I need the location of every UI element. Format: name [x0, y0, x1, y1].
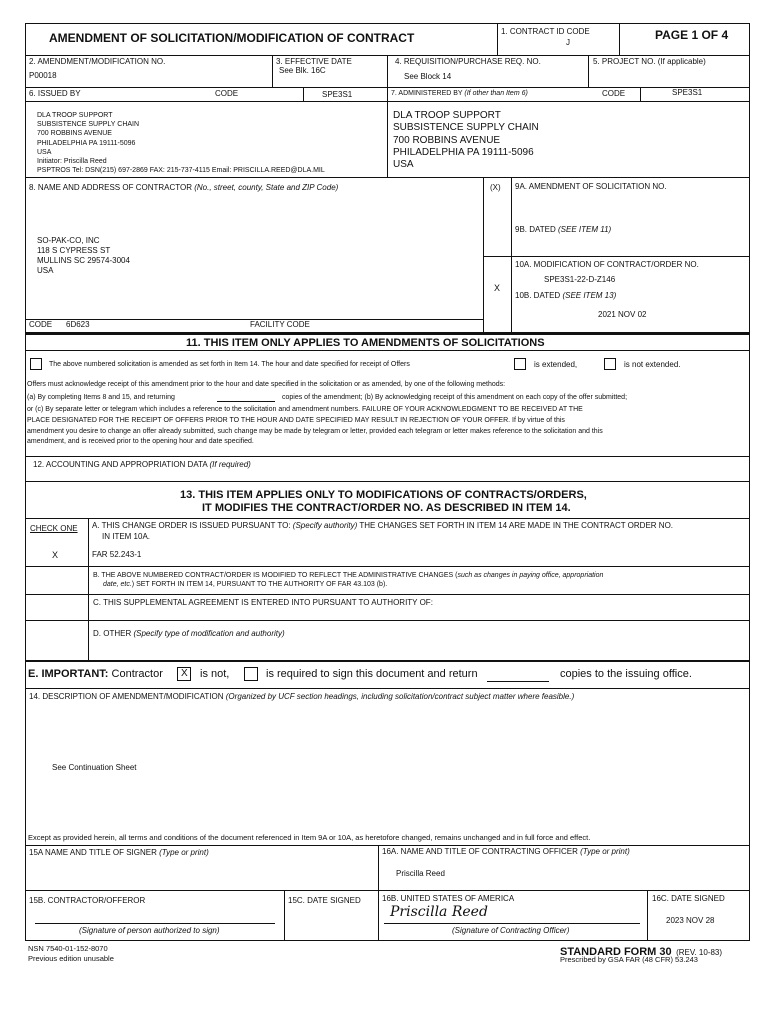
check-one-label: CHECK ONE	[30, 524, 78, 533]
description-label: 14. DESCRIPTION OF AMENDMENT/MODIFICATION (Organized by UCF section headings, including solicitation/contract subject matter where feasible.)	[29, 692, 575, 701]
accounting-label: 12. ACCOUNTING AND APPROPRIATION DATA (If required)	[33, 460, 251, 469]
amend-no-label: 2. AMENDMENT/MODIFICATION NO.	[29, 57, 166, 66]
is-required-label: is required to sign this document and return	[266, 668, 478, 680]
rule	[25, 481, 750, 482]
option-c-text: C. THIS SUPPLEMENTAL AGREEMENT IS ENTERED INTO PURSUANT TO AUTHORITY OF:	[93, 598, 433, 607]
option-d-text: D. OTHER (Specify type of modification and authority)	[93, 629, 285, 638]
solicitation-checkbox[interactable]	[30, 358, 42, 370]
modification-no-label: 10A. MODIFICATION OF CONTRACT/ORDER NO.	[515, 260, 699, 269]
project-label: 5. PROJECT NO. (If applicable)	[593, 57, 706, 66]
prescribed-note: Prescribed by GSA FAR (48 CFR) 53.243	[560, 955, 698, 964]
option-a-text-cont: IN ITEM 10A.	[102, 532, 151, 541]
officer-signature-note: (Signature of Contracting Officer)	[452, 926, 570, 935]
section11-title: 11. THIS ITEM ONLY APPLIES TO AMENDMENTS OF SOLICITATIONS	[186, 337, 545, 349]
issued-by-address: DLA TROOP SUPPORT SUBSISTENCE SUPPLY CHAIN 700 ROBBINS AVENUE PHILADELPHIA PA 19111-5096 USA Initiator: Priscilla Reed PSPTROS Tel: DSN(215) 697-2869 FAX: 215-737-4115 Email: PRISCILLA.REED@DLA.MIL	[37, 112, 325, 175]
col-divider	[619, 23, 620, 55]
officer-name-value: Priscilla Reed	[396, 869, 445, 878]
is-required-checkbox[interactable]	[244, 667, 258, 681]
rule	[303, 87, 387, 88]
rule	[25, 566, 750, 567]
rule	[25, 594, 750, 595]
col-divider	[88, 518, 89, 661]
important-line: E. IMPORTANT: Contractor	[28, 668, 163, 680]
section11-para: or (c) By separate letter or telegram which includes a reference to the solicitation and amendment numbers. FAILURE OF YOUR ACKNOWLEDGMENT TO BE RECEIVED AT THE	[27, 406, 583, 413]
issued-by-label: 6. ISSUED BY	[29, 89, 81, 98]
option-a-text: A. THIS CHANGE ORDER IS ISSUED PURSUANT TO: (Specify authority) THE CHANGES SET FORTH IN ITEM 14 ARE MADE IN THE CONTRACT ORDER NO.	[92, 521, 674, 530]
code-value: 6D623	[66, 320, 90, 329]
eff-date-value: See Blk. 16C	[279, 66, 326, 75]
section11-para: amendment you desire to change an offer already submitted, such change may be made by telegram or letter, provided each telegram or letter makes reference to the solicitation and this	[27, 428, 603, 435]
section13-title-line1: 13. THIS ITEM APPLIES ONLY TO MODIFICATIONS OF CONTRACTS/ORDERS,	[180, 489, 587, 501]
col-divider	[284, 890, 285, 940]
col-divider	[378, 845, 379, 940]
col-divider	[640, 87, 641, 101]
rule	[25, 333, 750, 335]
is-not-check-mark: X	[181, 668, 188, 679]
section13-title-line2: IT MODIFIES THE CONTRACT/ORDER NO. AS DESCRIBED IN ITEM 14.	[202, 502, 571, 514]
code-value: SPE3S1	[322, 90, 353, 99]
nsn-number: NSN 7540-01-152-8070	[28, 944, 108, 953]
rule	[378, 890, 750, 891]
is-not-label: is not,	[200, 668, 230, 680]
usa-label: 16B. UNITED STATES OF AMERICA	[382, 894, 515, 903]
option-b-text-cont: date, etc.) SET FORTH IN ITEM 14, PURSUANT TO THE AUTHORITY OF FAR 43.103 (b).	[103, 581, 388, 588]
contract-id-label: 1. CONTRACT ID CODE	[501, 27, 590, 36]
section11-para: copies of the amendment; (b) By acknowledging receipt of this amendment on each copy of the offer submitted;	[282, 394, 628, 401]
rule	[25, 350, 750, 351]
administered-by-address: DLA TROOP SUPPORT SUBSISTENCE SUPPLY CHAIN 700 ROBBINS AVENUE PHILADELPHIA PA 19111-5096 USA	[393, 110, 539, 171]
signature-line	[384, 923, 640, 924]
rule	[483, 256, 749, 257]
previous-edition-note: Previous edition unusable	[28, 954, 114, 963]
code-label: CODE	[29, 320, 53, 329]
col-divider	[387, 55, 388, 177]
contractor-address: SO-PAK-CO, INC 118 S CYPRESS ST MULLINS SC 29574-3004 USA	[37, 236, 130, 275]
form-number-line: STANDARD FORM 30 (REV. 10-83)	[560, 946, 723, 958]
page-label: PAGE 1 OF 4	[655, 28, 729, 42]
rule	[25, 620, 750, 621]
solicitation-text: The above numbered solicitation is amended as set forth in Item 14. The hour and date specified for receipt of Offers	[49, 361, 410, 368]
rule	[25, 660, 750, 661]
col-divider	[497, 23, 498, 55]
signer-name-label: 15A NAME AND TITLE OF SIGNER (Type or print)	[29, 848, 209, 857]
left-border	[25, 23, 26, 940]
copies-blank-line	[487, 681, 549, 682]
rule	[25, 177, 750, 178]
description-content: See Continuation Sheet	[52, 763, 137, 772]
section11-para: (a) By completing Items 8 and 15, and returning	[27, 394, 175, 401]
col-divider	[588, 55, 589, 87]
modification-no-value: SPE3S1-22-D-Z146	[544, 275, 616, 284]
is-extended-label: is extended,	[534, 360, 578, 369]
bottom-border	[25, 940, 750, 941]
code-label: CODE	[215, 89, 239, 98]
not-extended-checkbox[interactable]	[604, 358, 616, 370]
code2-label: CODE	[602, 89, 626, 98]
x-column-label: (X)	[490, 183, 501, 192]
rule	[25, 518, 750, 519]
requisition-label: 4. REQUISITION/PURCHASE REQ. NO.	[395, 57, 541, 66]
contractor-label: 8. NAME AND ADDRESS OF CONTRACTOR (No., street, county, State and ZIP Code)	[29, 183, 339, 192]
col-divider	[272, 55, 273, 87]
officer-signature: Priscilla Reed	[390, 904, 488, 920]
signature-line	[35, 923, 275, 924]
extended-checkbox[interactable]	[514, 358, 526, 370]
section11-para: amendment, and is received prior to the opening hour and date specified.	[27, 438, 254, 445]
not-extended-label: is not extended.	[624, 360, 681, 369]
contract-id-value: J	[566, 38, 570, 47]
facility-code-label: FACILITY CODE	[250, 320, 310, 329]
amendment-no-label: 9A. AMENDMENT OF SOLICITATION NO.	[515, 182, 667, 191]
code2-value: SPE3S1	[672, 88, 703, 97]
check-mark-a[interactable]: X	[52, 550, 59, 560]
contractor-signature-note: (Signature of person authorized to sign)	[79, 926, 220, 935]
officer-date-value: 2023 NOV 28	[666, 916, 715, 925]
eff-date-label: 3. EFFECTIVE DATE	[276, 57, 352, 66]
rule	[25, 845, 750, 846]
officer-name-label: 16A. NAME AND TITLE OF CONTRACTING OFFICER (Type or print)	[382, 847, 630, 856]
col-divider	[483, 177, 484, 332]
amend-no-value: P00018	[29, 71, 57, 80]
dated-10b-label: 10B. DATED (SEE ITEM 13)	[515, 291, 617, 300]
form-title: AMENDMENT OF SOLICITATION/MODIFICATION OF CONTRACT	[49, 31, 415, 45]
officer-date-label: 16C. DATE SIGNED	[652, 894, 725, 903]
col-divider	[647, 890, 648, 940]
right-border	[749, 23, 750, 940]
far-authority: FAR 52.243-1	[92, 550, 142, 559]
rule	[25, 688, 750, 689]
except-clause: Except as provided herein, all terms and conditions of the document referenced in Item 9A or 10A, as heretofore changed, remains unchanged and in full force and effect.	[28, 833, 591, 842]
top-border	[25, 23, 750, 24]
contractor-date-label: 15C. DATE SIGNED	[288, 896, 361, 905]
option-b-text: B. THE ABOVE NUMBERED CONTRACT/ORDER IS MODIFIED TO REFLECT THE ADMINISTRATIVE CHANGES (such as changes in paying office, appropriation	[93, 572, 604, 579]
copies-label: copies to the issuing office.	[560, 668, 692, 680]
copies-blank-line	[217, 401, 275, 402]
col-divider	[303, 87, 304, 101]
col-divider	[511, 177, 512, 332]
dated-9b-label: 9B. DATED (SEE ITEM 11)	[515, 225, 612, 234]
section11-para: PLACE DESIGNATED FOR THE RECEIPT OF OFFERS PRIOR TO THE HOUR AND DATE SPECIFIED MAY RESULT IN REJECTION OF YOUR OFFER. If by virtue of this	[27, 417, 565, 424]
rule	[25, 456, 750, 457]
dated-10b-value: 2021 NOV 02	[598, 310, 647, 319]
administered-by-label: 7. ADMINISTERED BY (If other than Item 6)	[391, 90, 528, 97]
section11-para: Offers must acknowledge receipt of this amendment prior to the hour and date specified in the solicitation or as amended, by one of the following methods:	[27, 381, 506, 388]
requisition-value: See Block 14	[404, 72, 452, 81]
x-mark-10a: X	[494, 283, 501, 293]
rule	[25, 661, 750, 662]
rule	[25, 890, 378, 891]
contractor-offeror-label: 15B. CONTRACTOR/OFFEROR	[29, 896, 146, 905]
